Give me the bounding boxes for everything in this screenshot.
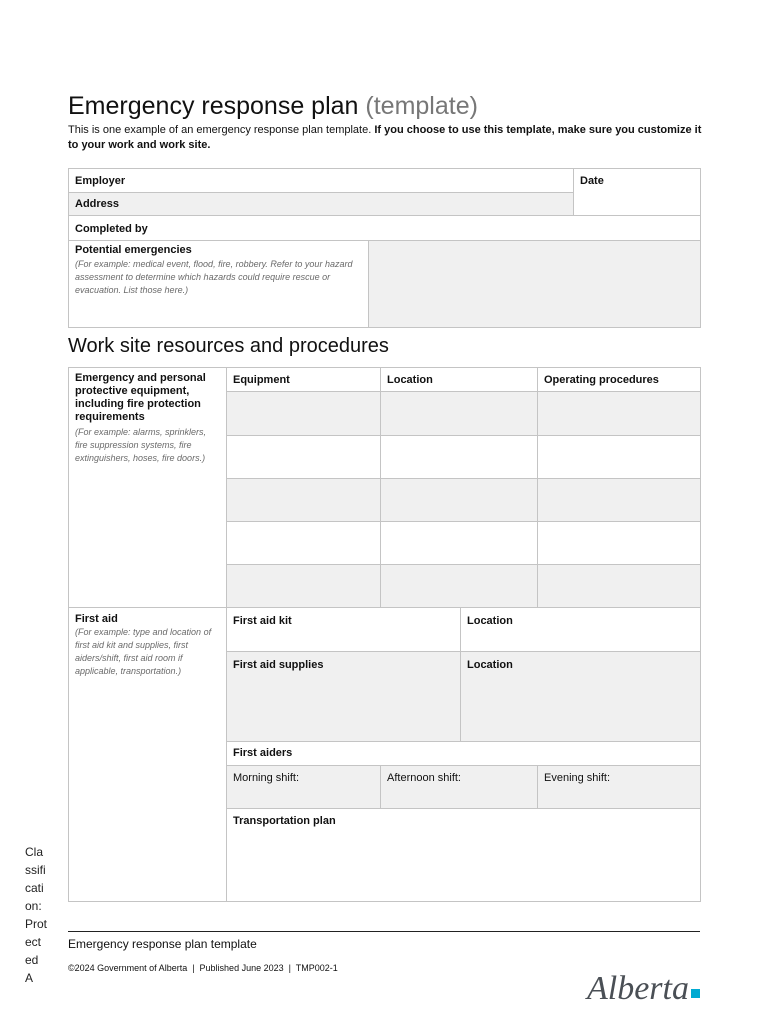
- kit-location-field[interactable]: [460, 607, 701, 652]
- footer-title: Emergency response plan template: [68, 937, 257, 951]
- first-aid-supplies-field[interactable]: [226, 651, 461, 742]
- equipment-cell[interactable]: [226, 521, 381, 565]
- first-aid-supplies-label: First aid supplies: [233, 659, 324, 671]
- ppe-hint: (For example: alarms, sprinklers, fire suppression systems, fire extinguishers, hoses, fire doors.): [75, 427, 207, 463]
- supplies-location-field[interactable]: [460, 651, 701, 742]
- intro-bold: If you choose to use this template, make sure you customize it to your work and work site.: [68, 124, 702, 151]
- page-title: [68, 92, 478, 121]
- location-cell[interactable]: [380, 521, 538, 565]
- equipment-cell[interactable]: [226, 478, 381, 522]
- classification-label: Classification: Protected A: [25, 845, 48, 985]
- alberta-logo-text: Alberta: [587, 970, 689, 1007]
- transportation-plan-field[interactable]: [226, 808, 701, 902]
- procedures-cell[interactable]: [537, 435, 701, 479]
- equipment-cell[interactable]: [226, 391, 381, 436]
- equipment-cell[interactable]: [226, 564, 381, 608]
- equipment-header-label: Equipment: [233, 374, 290, 386]
- intro-plain: This is one example of an emergency response plan template.: [68, 124, 372, 136]
- footer-copyright: ©2024 Government of Alberta | Published June 2023 | TMP002-1: [68, 963, 338, 973]
- ppe-label-cell: [68, 367, 227, 608]
- first-aid-kit-field[interactable]: [226, 607, 461, 652]
- kit-location-label: Location: [467, 615, 513, 627]
- afternoon-shift-field[interactable]: [380, 765, 538, 809]
- first-aiders-label: First aiders: [233, 747, 293, 759]
- address-field[interactable]: [68, 192, 574, 216]
- first-aid-label-cell: [68, 607, 227, 902]
- procedures-header-label: Operating procedures: [544, 374, 659, 386]
- employer-field[interactable]: [68, 168, 574, 193]
- location-cell[interactable]: [380, 564, 538, 608]
- first-aid-kit-label: First aid kit: [233, 615, 292, 627]
- title-suffix: (template): [365, 92, 478, 120]
- supplies-location-label: Location: [467, 659, 513, 671]
- potential-emergencies-hint: (For example: medical event, flood, fire, robbery. Refer to your hazard assessment to determine which hazards could require rescue or evacuation. List those here.): [75, 259, 353, 295]
- alberta-logo: [585, 965, 705, 1009]
- morning-shift-field[interactable]: [226, 765, 381, 809]
- potential-emergencies-label: Potential emergencies: [75, 244, 192, 256]
- first-aiders-header: [226, 741, 701, 766]
- evening-shift-field[interactable]: [537, 765, 701, 809]
- equipment-cell[interactable]: [226, 435, 381, 479]
- completed-by-field[interactable]: [68, 215, 701, 241]
- footer-divider: [68, 931, 700, 932]
- address-label: Address: [75, 198, 120, 210]
- ppe-label: Emergency and personal protective equipment, including fire protection requirements: [75, 372, 206, 423]
- location-header-label: Location: [387, 374, 433, 386]
- title-main: Emergency response plan: [68, 92, 359, 120]
- morning-shift-label: Morning shift:: [233, 772, 300, 784]
- location-cell[interactable]: [380, 478, 538, 522]
- procedures-cell[interactable]: [537, 391, 701, 436]
- section-title: Work site resources and procedures: [68, 335, 389, 357]
- potential-emergencies-field[interactable]: [368, 240, 701, 328]
- intro-text: [68, 123, 708, 153]
- alberta-logo-square: [691, 989, 700, 998]
- first-aid-hint: (For example: type and location of first aid kit and supplies, first aiders/shift, first aid room if applicable, transportation.): [75, 627, 212, 676]
- potential-emergencies-label-cell: [68, 240, 369, 328]
- completed-by-label: Completed by: [75, 223, 148, 235]
- location-cell[interactable]: [380, 391, 538, 436]
- evening-shift-label: Evening shift:: [544, 772, 611, 784]
- location-header: [380, 367, 538, 392]
- afternoon-shift-label: Afternoon shift:: [387, 772, 461, 784]
- equipment-header: [226, 367, 381, 392]
- first-aid-label: First aid: [75, 613, 118, 625]
- procedures-header: [537, 367, 701, 392]
- procedures-cell[interactable]: [537, 564, 701, 608]
- location-cell[interactable]: [380, 435, 538, 479]
- employer-label: Employer: [75, 175, 126, 187]
- date-label: Date: [580, 175, 604, 187]
- transportation-plan-label: Transportation plan: [233, 815, 336, 827]
- date-field[interactable]: [573, 168, 701, 216]
- procedures-cell[interactable]: [537, 521, 701, 565]
- procedures-cell[interactable]: [537, 478, 701, 522]
